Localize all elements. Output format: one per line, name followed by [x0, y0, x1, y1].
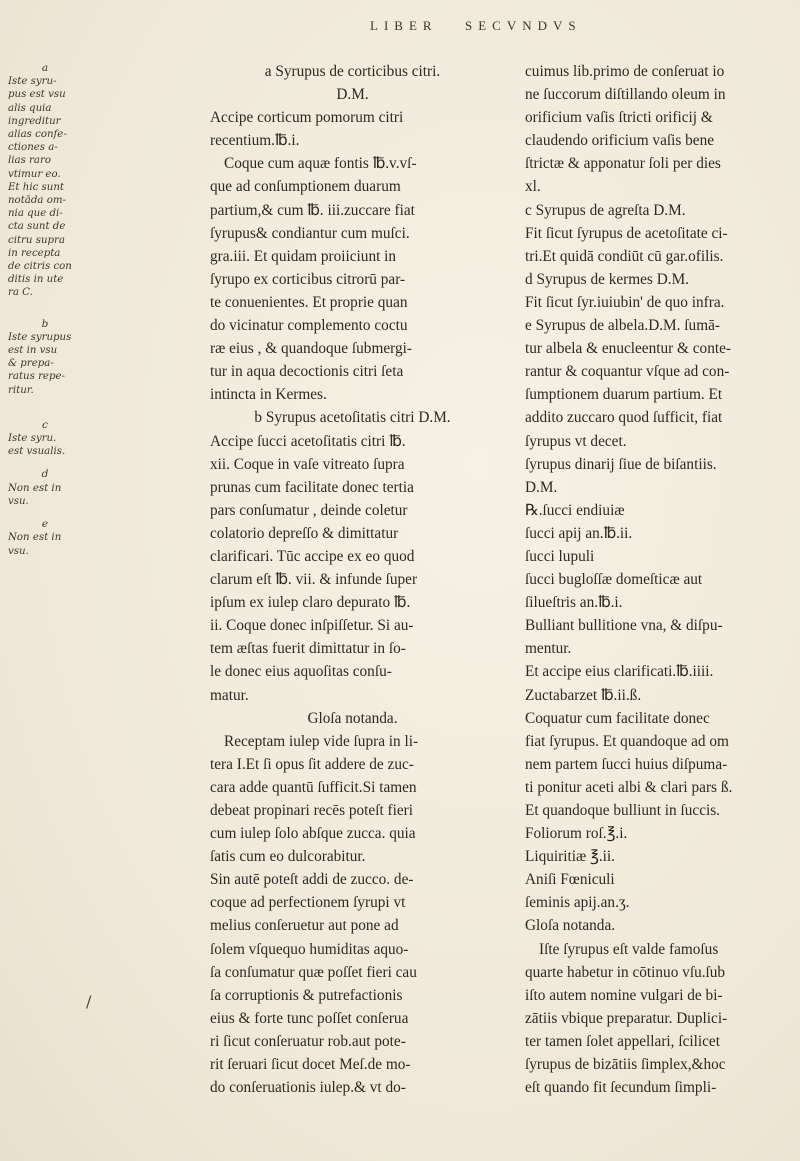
text-line: do vicinatur complemento coctu [210, 317, 408, 335]
margin-note [8, 518, 82, 558]
margin-note-line: notāda om- [8, 195, 66, 207]
text-line: claudendo orificium vaſis bene [525, 132, 715, 150]
text-line: D.M. [336, 86, 369, 104]
text-line: Gloſa notanda. [307, 709, 398, 727]
margin-note [8, 62, 82, 300]
text-line: ſeminis apij.an.ʒ. [525, 894, 630, 912]
text-line: tur albela & enucleentur & conte- [525, 340, 731, 358]
text-line: te conuenientes. Et proprie quan [210, 293, 408, 311]
text-line: ræ eius , & quandoque ſubmergi- [210, 340, 412, 358]
text-line: ti ponitur aceti albi & clari pars ß. [525, 778, 733, 796]
text-line: cum iulep ſolo abſque zucca. quia [210, 825, 416, 843]
text-line: xl. [525, 178, 541, 196]
text-line: ſyrupo ex corticibus citrorū par- [210, 270, 406, 288]
text-line: Coquatur cum facilitate donec [525, 709, 710, 727]
margin-note-line: Iste syrupus [8, 331, 72, 343]
text-line: a Syrupus de corticibus citri. [264, 63, 441, 80]
margin-notes [8, 62, 82, 562]
text-line: D.M. [525, 478, 558, 496]
text-line: b Syrupus acetoſitatis citri D.M. [254, 409, 451, 427]
margin-note-line: ditis in ute [8, 274, 64, 286]
text-line: ter tamen ſolet appellari, ſcilicet [525, 1032, 720, 1050]
text-line: Et accipe eius clarificati.℔.iiii. [525, 663, 714, 681]
margin-note-line: ratus repe- [8, 371, 65, 383]
text-line: pars conſumatur , deinde coletur [210, 501, 408, 519]
margin-note [8, 318, 82, 397]
margin-note-line: cta sunt de [8, 221, 66, 233]
text-line: c Syrupus de agreſta D.M. [525, 201, 686, 219]
text-line: Liquiritiæ ℥.ii. [525, 848, 615, 866]
text-line: eius & forte tunc poſſet conſerua [210, 1009, 409, 1027]
text-line: rit ſeruari ſicut docet Meſ.de mo- [210, 1056, 411, 1074]
text-line: nem partem ſucci huius diſpuma- [525, 755, 728, 773]
text-line: ℞.ſucci endiuiæ [525, 501, 625, 519]
text-line: Aniſi Fœniculi [525, 871, 615, 889]
text-line: ii. Coque donec inſpiſſetur. Si au- [210, 617, 414, 635]
margin-note-line: vsu. [8, 545, 29, 557]
text-line: do conſeruationis iulep.& vt do- [210, 1079, 406, 1097]
text-line: Zuctabarzet ℔.ii.ß. [525, 686, 642, 704]
text-line: ſyrupus de bizātiis ſimplex,&hoc [525, 1056, 726, 1074]
text-line: que ad conſumptionem duarum [210, 178, 401, 196]
margin-note-line: Non est in [8, 482, 62, 494]
text-line: tem æſtas fuerit dimittatur in ſo- [210, 640, 406, 658]
right-column [525, 60, 790, 1099]
margin-note-line: citru supra [8, 234, 65, 246]
text-line: Gloſa notanda. [525, 917, 616, 935]
text-line: Et quandoque bulliunt in ſuccis. [525, 802, 721, 819]
text-line: orificium vaſis ſtricti orificij & [525, 109, 713, 127]
margin-note [8, 419, 82, 459]
text-line: Bulliant bullitione vna, & diſpu- [525, 617, 723, 635]
text-line: gra.iii. Et quidam proiiciunt in [210, 247, 397, 265]
text-line: addito zuccaro quod ſufficit, fiat [525, 409, 723, 427]
margin-note-line: est in vsu [8, 345, 58, 357]
margin-note-line: Iste syru. [8, 433, 57, 445]
margin-note-letter: e [41, 518, 49, 531]
text-line: ſyrupus& condiantur cum muſci. [210, 224, 410, 242]
text-line: clarum eſt ℔. vii. & infunde ſuper [210, 571, 418, 589]
margin-note-line: Et hic sunt [8, 181, 64, 193]
text-line: ri ſicut conſeruatur rob.aut pote- [210, 1032, 406, 1050]
text-line: Sin autē poteſt addi de zucco. de- [210, 871, 414, 889]
text-line: recentium.℔.i. [210, 132, 300, 150]
text-line: ſa corruptionis & putrefactionis [210, 986, 403, 1004]
text-line: Receptam iulep vide ſupra in li- [224, 732, 419, 750]
text-line: le donec eius aquoſitas conſu- [210, 663, 392, 681]
text-line: mentur. [525, 640, 572, 658]
margin-note-line: vsu. [8, 495, 29, 507]
text-line: Fit ſicut ſyr.iuiubin' de quo infra. [525, 293, 725, 311]
text-line: ſucci bugloſſæ domeſticæ aut [525, 571, 703, 589]
margin-note-letter: b [41, 317, 49, 330]
text-line: ſucci apij an.℔.ii. [525, 524, 633, 542]
header-left: LIBER [370, 18, 438, 33]
text-line: rantur & coquantur vſque ad con- [525, 363, 730, 381]
text-line: ſyrupus vt decet. [525, 432, 627, 450]
text-line: ſtrictæ & apponatur ſoli per dies [525, 155, 721, 173]
text-line: clarificari. Tūc accipe ex eo quod [210, 547, 415, 565]
text-line: matur. [210, 686, 249, 704]
margin-note-line: alias confe- [8, 129, 67, 141]
text-line: ſumptionem duarum partium. Et [525, 386, 723, 404]
text-line: partium,& cum ℔. iii.zuccare fiat [210, 201, 415, 219]
stray-mark: / [86, 992, 92, 1011]
header-right: SECVNDVS [465, 18, 582, 33]
text-line: tri.Et quidā condiūt cū gar.ofilis. [525, 247, 724, 265]
text-line: cuimus lib.primo de conſeruat io [525, 63, 725, 80]
margin-note-line: Non est in [8, 532, 62, 544]
text-line: Accipe ſucci acetoſitatis citri ℔. [210, 432, 406, 450]
margin-note-line: vtimur eo. [8, 168, 61, 180]
margin-note-letter: d [41, 468, 49, 481]
margin-note-line: lias raro [8, 155, 52, 167]
text-line: ſyrupus dinarij ſiue de biſantiis. [525, 455, 717, 473]
text-line: xii. Coque in vaſe vitreato ſupra [210, 455, 405, 473]
margin-note-line: pus est vsu [8, 89, 66, 101]
text-line: ſa conſumatur quæ poſſet fieri cau [210, 963, 417, 981]
text-line: Iſte ſyrupus eſt valde famoſus [539, 940, 719, 958]
text-line: ipſum ex iulep claro depurato ℔. [210, 594, 411, 612]
text-line: ſatis cum eo dulcorabitur. [210, 848, 366, 866]
margin-note-line: ctiones a- [8, 142, 58, 154]
margin-note-line: in recepta [8, 247, 61, 259]
text-line: debeat propinari recēs poteſt fieri [210, 802, 414, 819]
left-column [210, 60, 495, 1099]
text-line: iſto autem nomine vulgari de bi- [525, 986, 723, 1004]
text-line: Foliorum roſ.℥.i. [525, 825, 628, 843]
text-line: prunas cum facilitate donec tertia [210, 478, 414, 496]
text-line: Accipe corticum pomorum citri [210, 109, 404, 127]
margin-note-letter: c [42, 418, 48, 431]
margin-note-line: nia que di- [8, 208, 63, 220]
text-line: ne ſuccorum diſtillando oleum in [525, 86, 726, 104]
margin-note-line: ingreditur [8, 115, 61, 127]
margin-note [8, 468, 82, 508]
text-line: ſucci lupuli [525, 547, 595, 565]
text-line: Coque cum aquæ fontis ℔.v.vſ- [224, 155, 417, 173]
text-line: e Syrupus de albela.D.M. ſumā- [525, 317, 720, 335]
text-line: fiat ſyrupus. Et quandoque ad om [525, 732, 729, 750]
text-line: tera I.Et ſi opus ſit addere de zuc- [210, 755, 414, 773]
margin-note-line: & prepa- [8, 358, 54, 370]
text-line: Fit ſicut ſyrupus de acetoſitate ci- [525, 224, 728, 242]
margin-note-letter: a [41, 62, 49, 74]
text-line: ſilueſtris an.℔.i. [525, 594, 623, 612]
text-line: colatorio depreſſo & dimittatur [210, 524, 399, 542]
margin-note-line: est vsualis. [8, 446, 66, 458]
text-line: eſt quando fit ſecundum ſimpli- [525, 1079, 717, 1097]
margin-note-line: Iste syru- [8, 76, 57, 88]
text-line: ſolem vſquequo humiditas aquo- [210, 940, 409, 958]
text-line: melius conſeruetur aut pone ad [210, 917, 399, 935]
text-line: tur in aqua decoctionis citri ſeta [210, 363, 404, 381]
text-line: zātiis vbique preparatur. Duplici- [525, 1009, 728, 1027]
text-line: coque ad perfectionem ſyrupi vt [210, 894, 406, 912]
margin-note-line: ra C. [8, 287, 33, 299]
text-line: cara adde quantū ſufficit.Si tamen [210, 778, 417, 796]
text-line: quarte habetur in cōtinuo vſu.ſub [525, 963, 726, 981]
text-line: d Syrupus de kermes D.M. [525, 270, 690, 288]
text-line: intincta in Kermes. [210, 386, 327, 404]
margin-note-line: alis quia [8, 102, 52, 114]
margin-note-line: de citris con [8, 261, 72, 273]
margin-note-line: ritur. [8, 384, 34, 396]
